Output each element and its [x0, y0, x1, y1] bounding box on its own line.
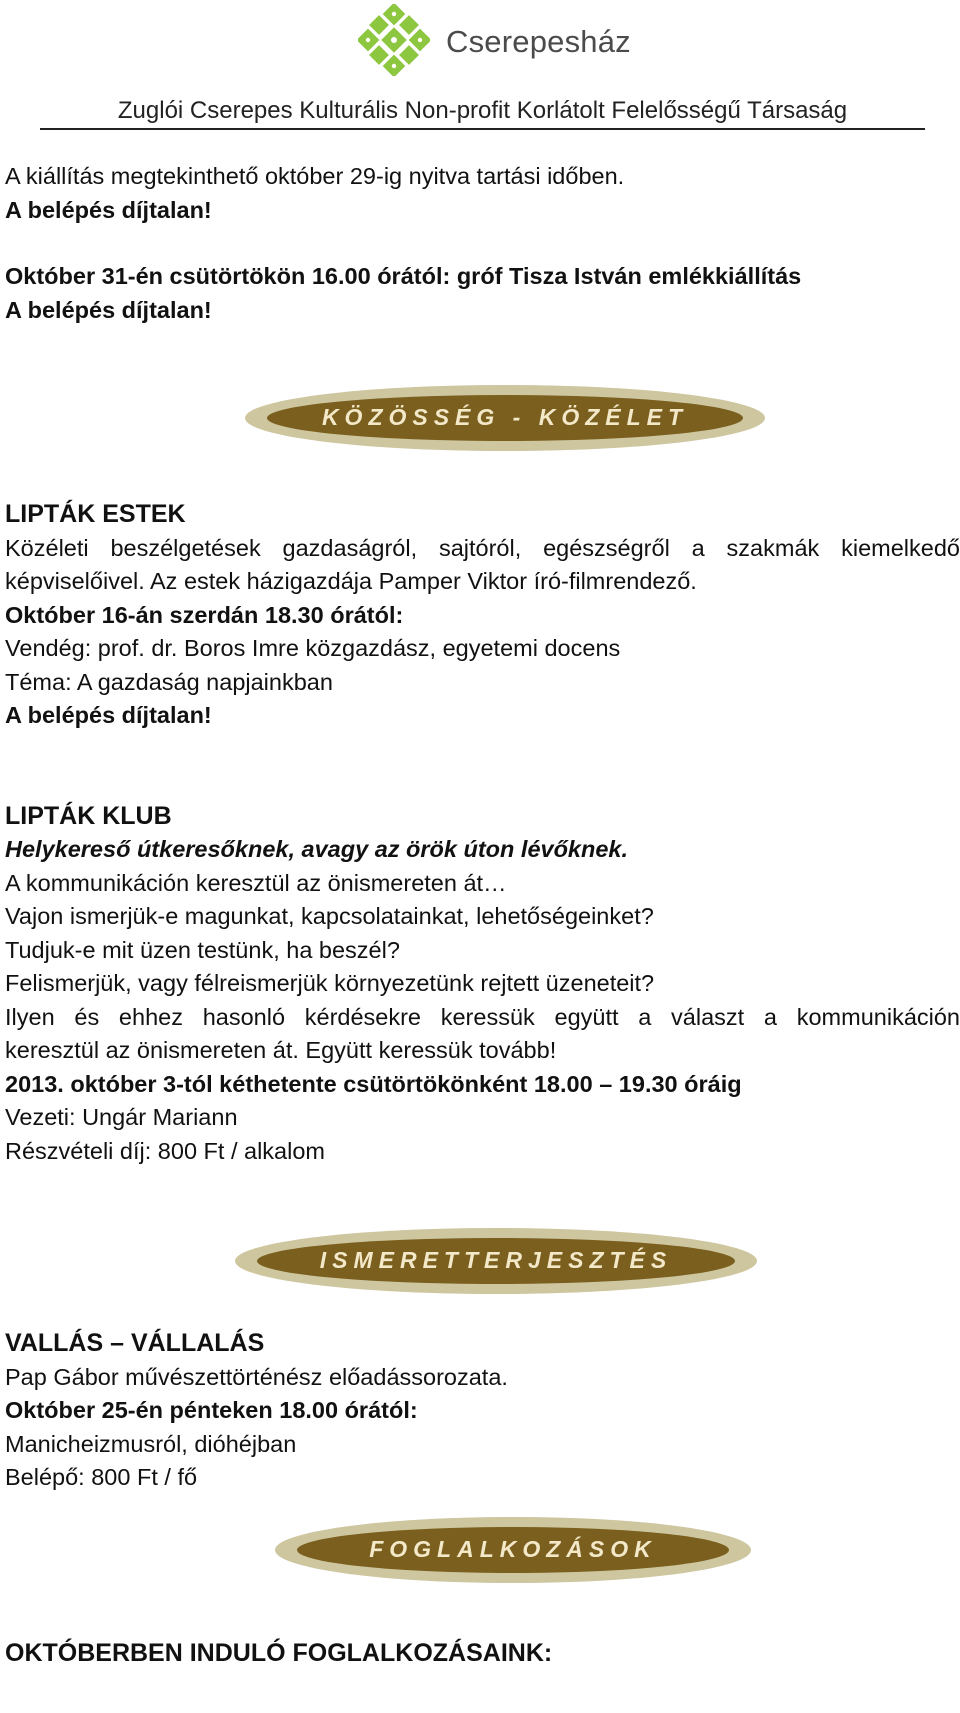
vallas-fee: Belépő: 800 Ft / fő	[5, 1464, 198, 1490]
liptak-klub-text: keresztül az önismereten át. Együtt keressük tovább!	[5, 1037, 557, 1063]
section-banner-label: KÖZÖSSÉG - KÖZÉLET	[321, 404, 689, 431]
free-entry-note: A belépés díjtalan!	[5, 702, 212, 728]
liptak-klub-fee: Részvételi díj: 800 Ft / alkalom	[5, 1137, 325, 1164]
liptak-estek-topic: Téma: A gazdaság napjainkban	[5, 668, 333, 695]
tisza-exhibition-date: Október 31-én csütörtökön 16.00 órától: gróf Tisza István emlékkiállítás	[5, 263, 802, 289]
liptak-klub-text: Ilyen és ehhez hasonló kérdésekre keressük együtt a választ a kommunikáción	[5, 1003, 960, 1030]
free-entry-note: A belépés díjtalan!	[5, 196, 212, 223]
section-banner-label: FOGLALKOZÁSOK	[369, 1535, 657, 1562]
section-title-vallas: VALLÁS – VÁLLALÁS	[5, 1329, 265, 1357]
vallas-date: Október 25-én pénteken 18.00 órától:	[5, 1397, 418, 1423]
vallas-description: Pap Gábor művészettörténész előadássorozata.	[5, 1363, 508, 1390]
liptak-klub-text: Vajon ismerjük-e magunkat, kapcsolatainkat, lehetőségeinket?	[5, 903, 654, 929]
liptak-estek-description: Közéleti beszélgetések gazdaságról, sajtóról, egészségről a szakmák kiemelkedő	[5, 534, 960, 561]
logo-wordmark: Cserepesház	[446, 24, 631, 59]
page-header	[0, 0, 960, 132]
section-banner-foglalkozasok	[275, 1517, 751, 1583]
liptak-klub-schedule: 2013. október 3-tól kéthetente csütörtökönként 18.00 – 19.30 óráig	[5, 1070, 742, 1097]
vallas-topic: Manicheizmusról, dióhéjban	[5, 1430, 297, 1457]
liptak-klub-text: Felismerjük, vagy félreismerjük környezetünk rejtett üzeneteit?	[5, 970, 655, 996]
liptak-klub-subtitle: Helykereső útkeresőknek, avagy az örök úton lévőknek.	[5, 836, 629, 862]
liptak-estek-description: képviselőivel. Az estek házigazdája Pamper Viktor író-filmrendező.	[5, 568, 697, 594]
liptak-klub-text: Tudjuk-e mit üzen testünk, ha beszél?	[5, 936, 400, 963]
section-banner-kozosseg	[245, 385, 765, 451]
section-banner-label: ISMERETTERJESZTÉS	[319, 1247, 673, 1274]
exhibition-hours: A kiállítás megtekinthető október 29-ig nyitva tartási időben.	[5, 163, 625, 189]
liptak-estek-date: Október 16-án szerdán 18.30 órától:	[5, 601, 404, 628]
free-entry-note: A belépés díjtalan!	[5, 296, 212, 323]
document-body	[5, 160, 960, 1670]
organization-name: Zuglói Cserepes Kulturális Non-profit Korlátolt Felelősségű Társaság	[40, 96, 925, 130]
section-title-oktoberi-foglalkozasok: OKTÓBERBEN INDULÓ FOGLALKOZÁSAINK:	[5, 1638, 553, 1667]
section-title-liptak-klub: LIPTÁK KLUB	[5, 801, 172, 830]
liptak-klub-text: A kommunikáción keresztül az önismereten át…	[5, 869, 507, 896]
section-banner-ismeretterjesztes	[235, 1228, 757, 1294]
liptak-estek-guest: Vendég: prof. dr. Boros Imre közgazdász, egyetemi docens	[5, 635, 621, 661]
liptak-klub-leader: Vezeti: Ungár Mariann	[5, 1104, 238, 1130]
section-title-liptak-estek: LIPTÁK ESTEK	[5, 500, 186, 528]
cserepeshaz-logo-icon	[358, 4, 430, 76]
